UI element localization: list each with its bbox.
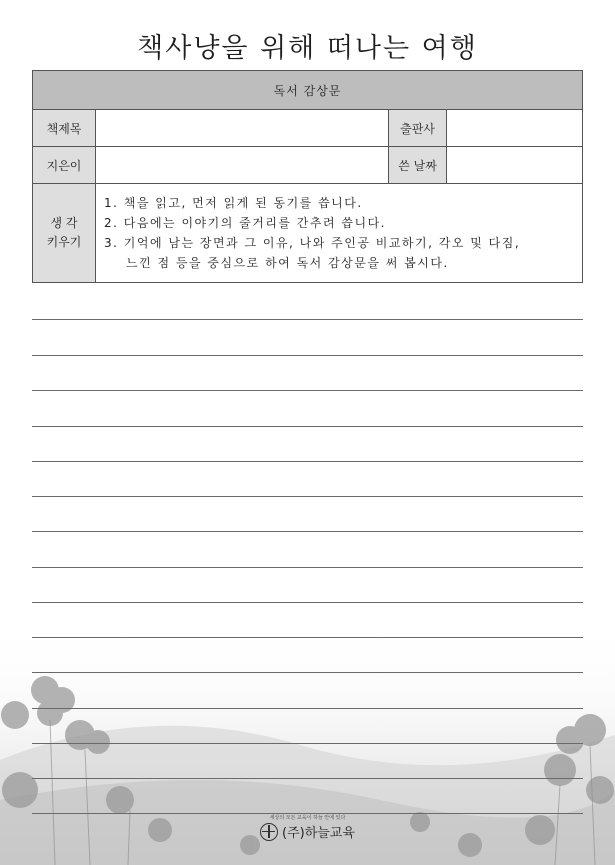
footer-small-print: 세상의 모든 교육이 하늘 안에 있다 (269, 815, 346, 821)
company-name: (주)하늘교육 (282, 826, 355, 841)
page-title: 책사냥을 위해 떠나는 여행 (137, 33, 478, 64)
date-label: 쓴 날짜 (389, 147, 447, 184)
think-label (33, 184, 96, 283)
instructions (96, 184, 583, 283)
writing-lines[interactable] (32, 284, 583, 824)
ruled-line (32, 743, 583, 744)
ruled-line (32, 672, 583, 673)
ruled-line (32, 778, 583, 779)
footer (0, 814, 615, 845)
date-field[interactable] (447, 147, 583, 184)
logo-icon (260, 823, 278, 841)
ruled-line (32, 531, 583, 532)
ruled-line (32, 708, 583, 709)
think-label-line1: 생 각 (50, 216, 78, 230)
form-header: 독서 감상문 (33, 71, 583, 110)
book-title-label: 책제목 (33, 110, 96, 147)
ruled-line (32, 390, 583, 391)
book-title-field[interactable] (96, 110, 389, 147)
ruled-line (32, 461, 583, 462)
company-logo (260, 822, 355, 841)
ruled-line (32, 637, 583, 638)
ruled-line (32, 319, 583, 320)
think-label-line2: 키우기 (46, 235, 82, 249)
instruction-continuation: 느낀 점 등을 중심으로 하여 독서 감상문을 써 봅시다. (126, 256, 449, 270)
publisher-label: 출판사 (389, 110, 447, 147)
book-report-form (32, 70, 583, 283)
ruled-line (32, 426, 583, 427)
ruled-line (32, 602, 583, 603)
publisher-field[interactable] (447, 110, 583, 147)
instruction-item: 1. 책을 읽고, 먼저 읽게 된 동기를 씁니다. (104, 196, 363, 210)
ruled-line (32, 567, 583, 568)
author-label: 지은이 (33, 147, 96, 184)
instruction-item: 3. 기억에 남는 장면과 그 이유, 나와 주인공 비교하기, 각오 및 다짐, (104, 236, 521, 250)
ruled-line (32, 496, 583, 497)
ruled-line (32, 355, 583, 356)
author-field[interactable] (96, 147, 389, 184)
instruction-item: 2. 다음에는 이야기의 줄거리를 간추려 씁니다. (104, 216, 386, 230)
